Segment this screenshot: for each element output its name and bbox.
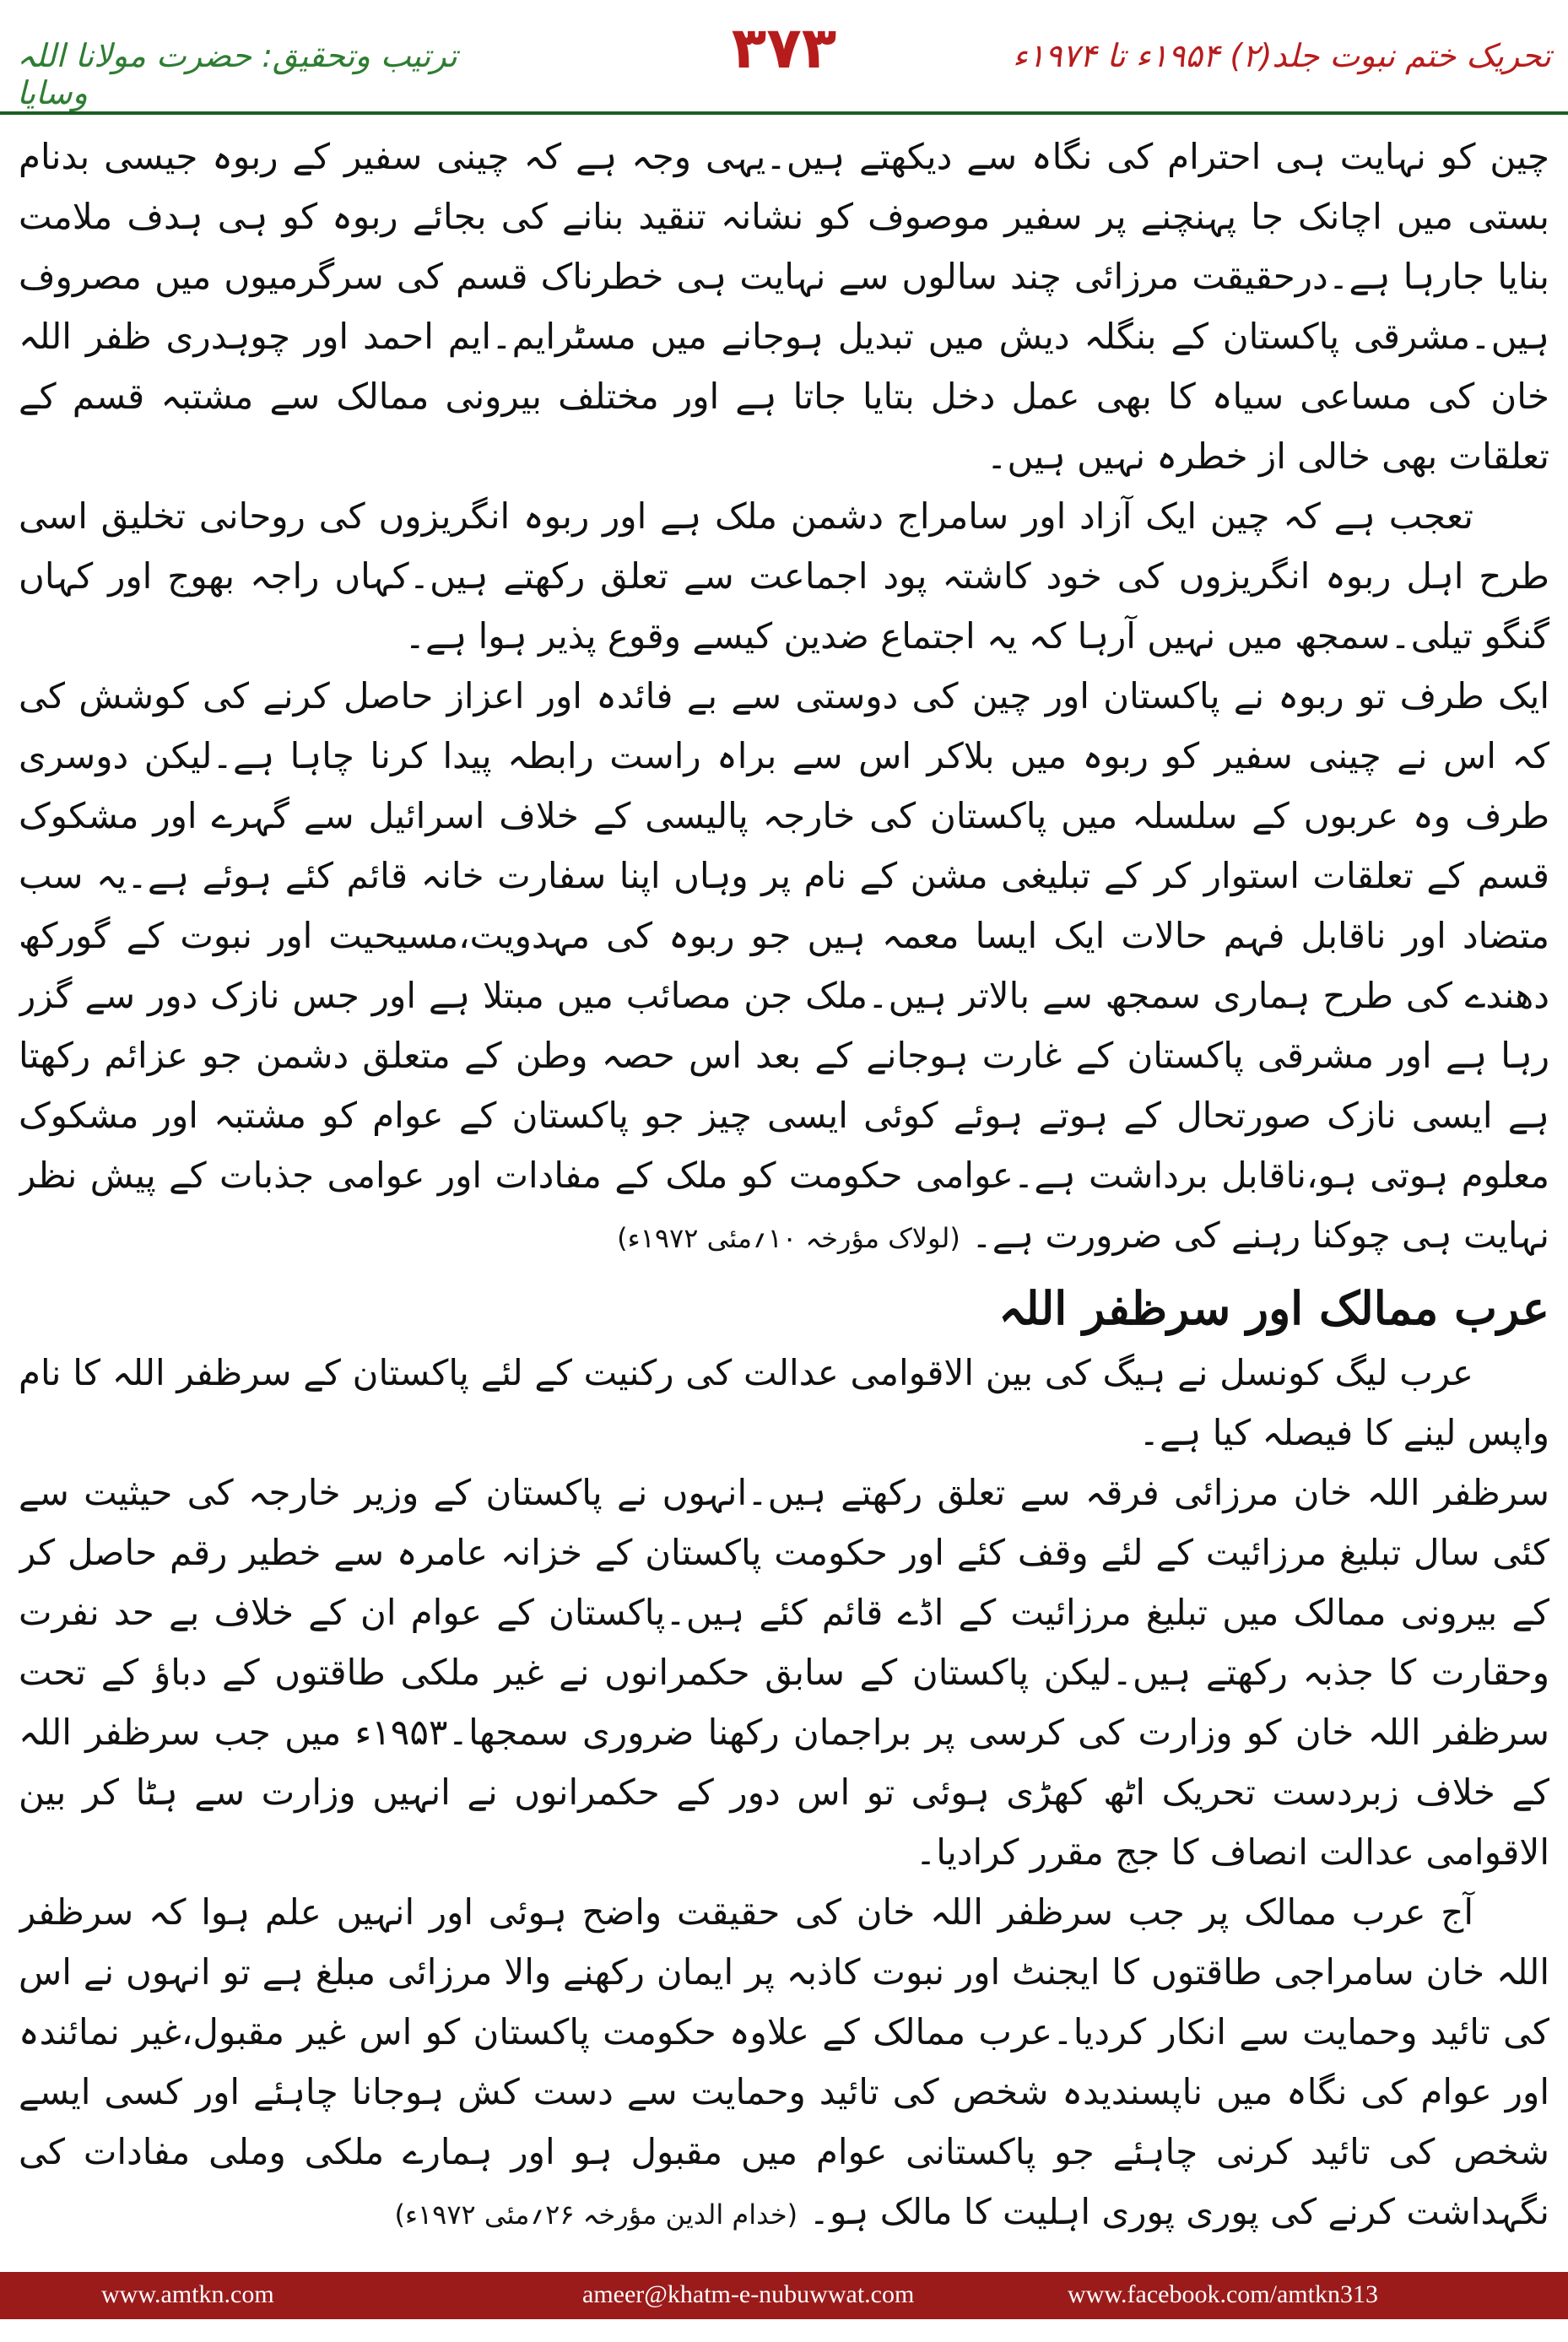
paragraph bbox=[19, 666, 1549, 1268]
paragraph: تعجب ہے کہ چین ایک آزاد اور سامراج دشمن ملک ہے اور ربوہ انگریزوں کی روحانی تخلیق اسی طرح اہل ربوہ انگریزوں کی خود کاشتہ پود اجماعت سے تعلق رکھتے ہیں۔کہاں راجہ بھوج اور کہاں گنگو تیلی۔سمجھ میں نہیں آرہا کہ یہ اجتماع ضدین کیسے وقوع پذیر ہوا ہے۔ bbox=[19, 495, 1549, 657]
paragraph bbox=[19, 1882, 1549, 2232]
facebook-link[interactable]: www.facebook.com/amtkn313 bbox=[1068, 2280, 1378, 2308]
website-link[interactable]: www.amtkn.com bbox=[101, 2280, 274, 2308]
footer-bar bbox=[0, 2272, 1568, 2319]
header-divider bbox=[0, 111, 1568, 115]
page-footer bbox=[0, 2238, 1568, 2342]
paragraph-text: ایک طرف تو ربوہ نے پاکستان اور چین کی دوستی سے بے فائدہ اور اعزاز حاصل کرنے کی کوشش کی کہ اس نے چینی سفیر کو ربوہ میں بلاکر اس سے براہ راست رابطہ پیدا کرنا چاہا ہے۔لیکن دوسری طرف وہ عربوں کے سلسلہ میں پاکستان کی خارجہ پالیسی کے خلاف اسرائیل سے گہرے اور مشکوک قسم کے تعلقات استوار کر کے تبلیغی مشن کے نام پر وہاں اپنا سفارت خانہ قائم کئے ہوئے ہے۔یہ سب متضاد اور ناقابل فہم حالات ایک ایسا معمہ ہیں جو ربوہ کی مہدویت،مسیحیت اور نبوت کے گورکھ دھندے کی طرح ہماری سمجھ سے بالاتر ہیں۔ملک جن مصائب میں مبتلا ہے اور جس نازک دور سے گزر رہا ہے اور مشرقی پاکستان کے غارت ہوجانے کے بعد اس حصہ وطن کے متعلق دشمن جو عزائم رکھتا ہے ایسی نازک صورتحال کے ہوتے ہوئے کوئی ایسی چیز جو پاکستان کے عوام کو مشتبہ اور مشکوک معلوم ہوتی ہو،ناقابل برداشت ہے۔عوامی حکومت کو ملک کے مفادات اور عوامی جذبات کے پیش نظر نہایت ہی چوکنا رہنے کی ضرورت ہے۔ bbox=[19, 675, 1549, 1256]
paragraph: سرظفر اللہ خان مرزائی فرقہ سے تعلق رکھتے ہیں۔انہوں نے پاکستان کے وزیر خارجہ کی حیثیت سے کئی سال تبلیغ مرزائیت کے لئے وقف کئے اور حکومت پاکستان کے خزانہ عامرہ سے خطیر رقم حاصل کر کے بیرونی ممالک میں تبلیغ مرزائیت کے اڈے قائم کئے ہیں۔پاکستان کے عوام ان کے خلاف بے حد نفرت وحقارت کا جذبہ رکھتے ہیں۔لیکن پاکستان کے سابق حکمرانوں نے غیر ملکی طاقتوں کے دباؤ کے تحت سرظفر اللہ خان کو وزارت کی کرسی پر براجمان رکھنا ضروری سمجھا۔۱۹۵۳ء میں جب سرظفر اللہ کے خلاف زبردست تحریک اٹھ کھڑی ہوئی تو اس دور کے حکمرانوں نے انہیں وزارت سے ہٹا کر بین الاقوامی عدالت انصاف کا جج مقرر کرادیا۔ bbox=[19, 1472, 1549, 1873]
header-book-title: تحریک ختم نبوت جلد(۲) ۱۹۵۴ء تا ۱۹۷۴ء bbox=[1012, 37, 1551, 74]
paragraph: عرب لیگ کونسل نے ہیگ کی بین الاقوامی عدالت کی رکنیت کے لئے پاکستان کے سرظفر اللہ کا نام واپس لینے کا فیصلہ کیا ہے۔ bbox=[19, 1352, 1549, 1453]
paragraph-text: آج عرب ممالک پر جب سرظفر اللہ خان کی حقیقت واضح ہوئی اور انہیں علم ہوا کہ سرظفر اللہ خان سامراجی طاقتوں کا ایجنٹ اور نبوت کاذبہ پر ایمان رکھنے والا مرزائی مبلغ ہے تو انہوں نے اس کی تائید وحمایت سے انکار کردیا۔عرب ممالک کے علاوہ حکومت پاکستان کو اس غیر مقبول،غیر نمائندہ اور عوام کی نگاہ میں ناپسندیدہ شخص کی تائید وحمایت سے دست کش ہوجانا چاہئے اور کسی ایسے شخص کی تائید کرنی چاہئے جو پاکستانی عوام میں مقبول ہو اور ہمارے ملکی وملی مفادات کی نگہداشت کرنے کی پوری پوری اہلیت کا مالک ہو۔ bbox=[19, 1891, 1549, 2232]
header-compiler: ترتیب وتحقیق: حضرت مولانا اللہ وسایا bbox=[17, 37, 457, 111]
page-number: ۳۷۳ bbox=[731, 15, 837, 82]
paragraph: چین کو نہایت ہی احترام کی نگاہ سے دیکھتے ہیں۔یہی وجہ ہے کہ چینی سفیر کے ربوہ جیسی بدنام بستی میں اچانک جا پہنچنے پر سفیر موصوف کو نشانہ تنقید بنانے کی بجائے ربوہ کو ہی ہدف ملامت بنایا جارہا ہے۔درحقیقت مرزائی چند سالوں سے نہایت ہی خطرناک قسم کی سرگرمیوں میں مصروف ہیں۔مشرقی پاکستان کے بنگلہ دیش میں تبدیل ہوجانے میں مسٹرایم۔ایم احمد اور چوہدری ظفر اللہ خان کی مساعی سیاہ کا بھی عمل دخل بتایا جاتا ہے اور مختلف بیرونی ممالک سے مشتبہ قسم کے تعلقات بھی خالی از خطرہ نہیں ہیں۔ bbox=[19, 136, 1549, 477]
email-link[interactable]: ameer@khatm-e-nubuwwat.com bbox=[582, 2280, 915, 2308]
source-citation: (لولاک مؤرخہ ۱۰؍مئی ۱۹۷۲ء) bbox=[617, 1222, 960, 1254]
section-heading: عرب ممالک اور سرظفر اللہ bbox=[998, 1281, 1549, 1335]
article-body bbox=[19, 127, 1549, 2232]
source-citation: (خدام الدین مؤرخہ ۲۶؍مئی ۱۹۷۲ء) bbox=[394, 2199, 798, 2231]
page-header bbox=[0, 0, 1568, 118]
